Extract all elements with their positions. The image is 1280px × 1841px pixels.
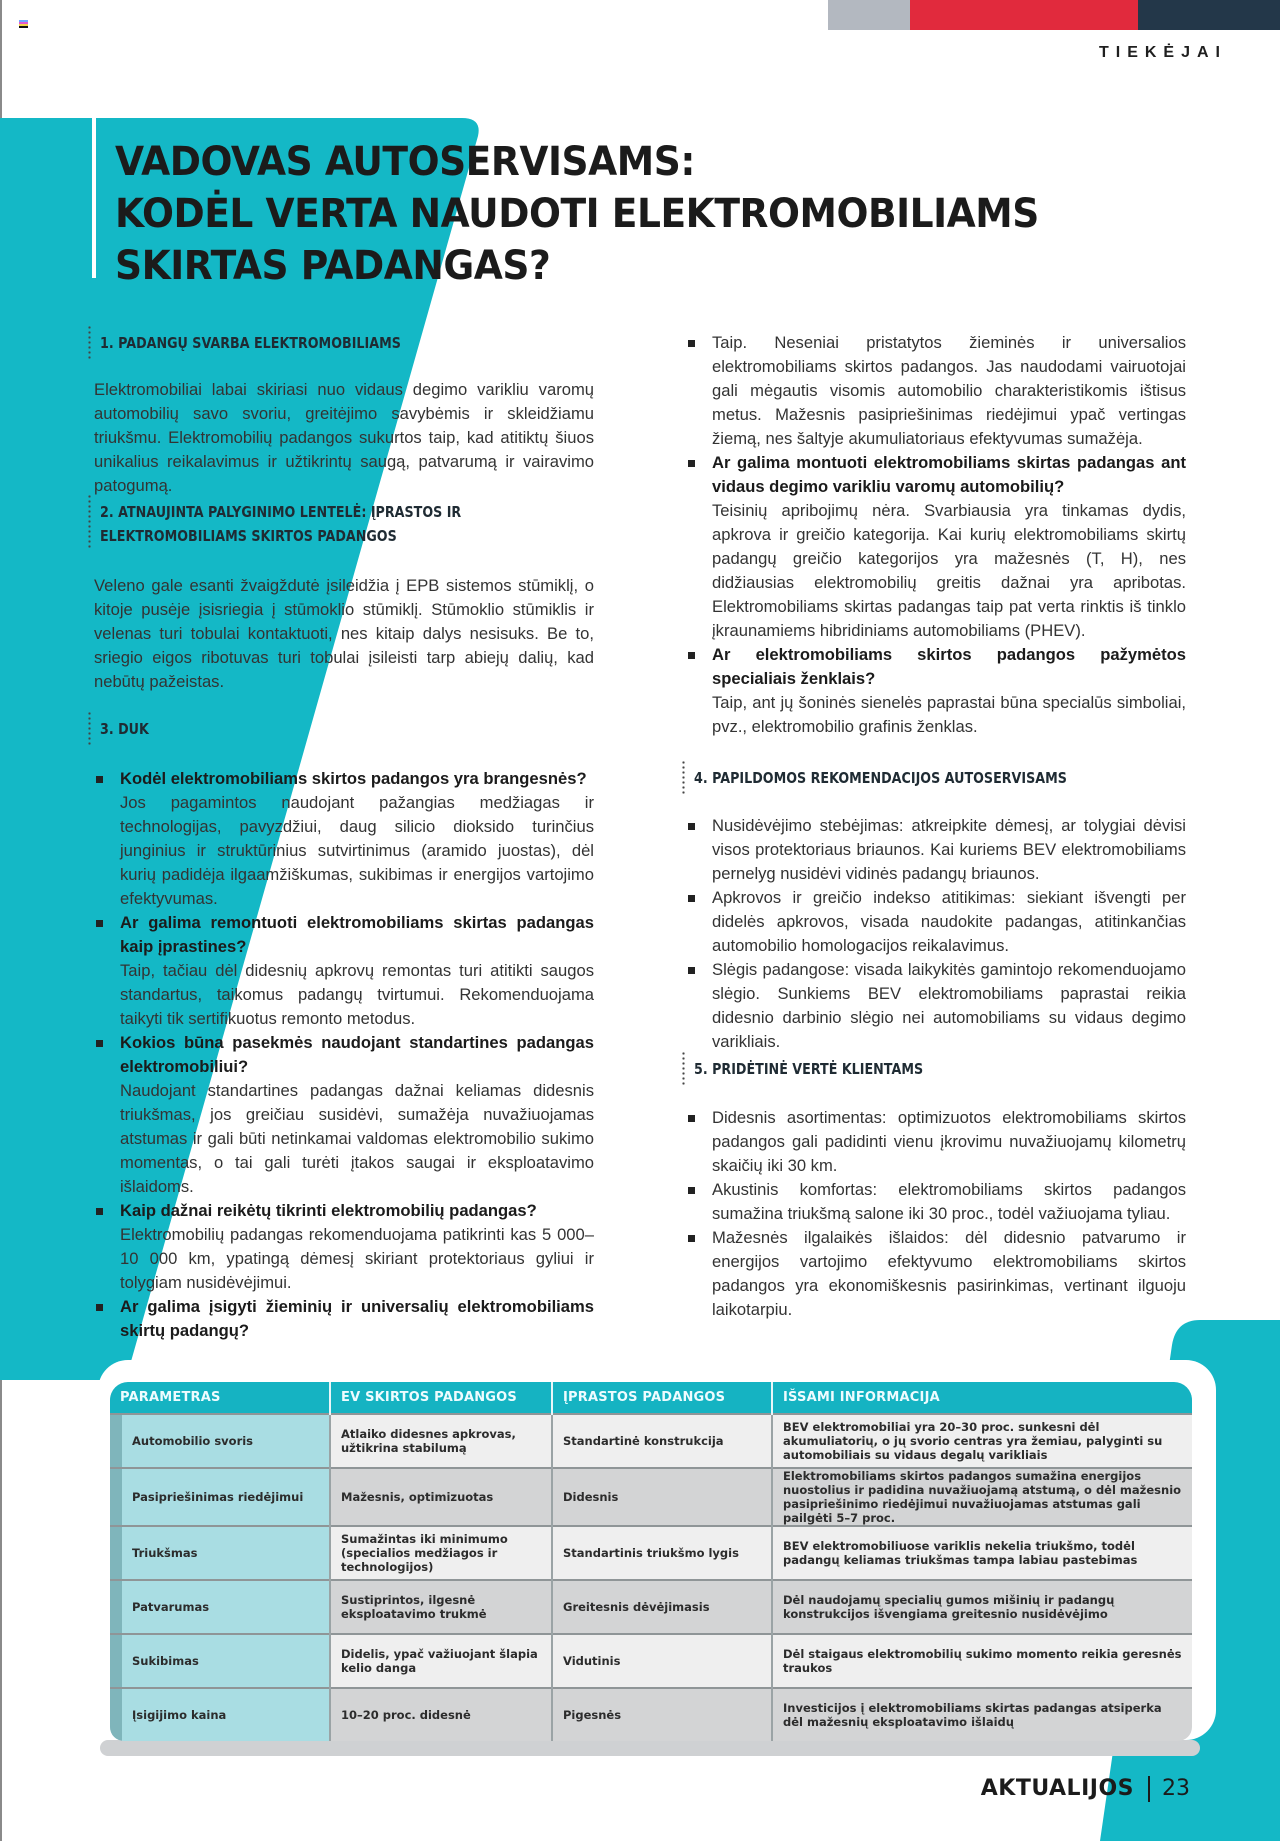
- table-cell: Vidutinis: [552, 1634, 772, 1688]
- table-cell: Dėl staigaus elektromobilių sukimo momento reikia geresnės traukos: [772, 1634, 1192, 1688]
- faq-answer: Teisinių apribojimų nėra. Svarbiausia yra tinkamas dydis, apkrova ir greičio kategorija. Kai kurių elektromobiliams skirtų padangų greičio kategorijos yra mažesnės (T, H), nes didžiausias elektromobilių greitis dažnai yra apribotas. Elektromobiliams skirtas padangas taip pat verta rinktis iš tinklo įkraunamiems hibridiniams automobiliams (PHEV).: [712, 501, 1186, 640]
- list-item-text: Didesnis asortimentas: optimizuotos elektromobiliams skirtos padangos gali padidinti vienu įkrovimu nuvažiuojamų kilometrų skaičių iki 30 km.: [712, 1108, 1186, 1175]
- table-cell: Didesnis: [552, 1468, 772, 1526]
- table-cell: Mažesnis, optimizuotas: [330, 1468, 552, 1526]
- added-value-list: [688, 1106, 1186, 1322]
- comparison-table-wrap: [110, 1382, 1192, 1741]
- section-5-heading-wrap: [694, 1057, 973, 1081]
- faq-question: Kodėl elektromobiliams skirtos padangos yra brangesnės?: [120, 769, 587, 788]
- list-item: [688, 1178, 1186, 1226]
- page-number: 23: [1162, 1776, 1190, 1801]
- faq-item: [688, 451, 1186, 643]
- table-cell-parameter: Triukšmas: [110, 1526, 330, 1580]
- list-item-text: Apkrovos ir greičio indekso atitikimas: siekiant išvengti per didelės apkrovos, visada naudokite padangas, atitinkančias automobilio homologacijos reikalavimus.: [712, 888, 1186, 955]
- table-cell: BEV elektromobiliuose variklis nekelia triukšmo, todėl padangų keliamas triukšmas tampa labiau pastebimas: [772, 1526, 1192, 1580]
- table-cell-parameter: Įsigijimo kaina: [110, 1688, 330, 1741]
- list-item: [688, 958, 1186, 1054]
- faq-answer: Jos pagamintos naudojant pažangias medžiagas ir technologijas, pavyzdžiui, daug silicio dioksido turinčius junginius ir struktūrinius sutvirtinimus (aramido juostas), dėl kurių padidėja ilgaamžiškumas, sukibimas ir energijos vartojimo efektyvumas.: [120, 793, 594, 908]
- section-2-heading-wrap: [100, 500, 541, 548]
- section-5-heading: 5. PRIDĖTINĖ VERTĖ KLIENTAMS: [694, 1060, 924, 1078]
- column-header: PARAMETRAS: [110, 1382, 330, 1414]
- table-row: [110, 1526, 1192, 1580]
- faq-question: Ar galima montuoti elektromobiliams skirtas padangas ant vidaus degimo varikliu varomų automobilių?: [712, 453, 1186, 496]
- section-4-heading-wrap: [694, 766, 1149, 790]
- section-1-body: Elektromobiliai labai skiriasi nuo vidaus degimo varikliu varomų automobilių savo svoriu, greitėjimo savybėmis ir skleidžiamu triukšmu. Elektromobilių padangos sukurtos taip, kad atitiktų šiuos unikalius reikalavimus ir užtikrintų saugą, patvarumą ir vairavimo patogumą.: [94, 380, 594, 495]
- article-title: [115, 136, 1039, 292]
- column-header: IŠSAMI INFORMACIJA: [772, 1382, 1192, 1414]
- title-line-3: SKIRTAS PADANGAS?: [115, 243, 551, 289]
- table-cell: Greitesnis dėvėjimasis: [552, 1580, 772, 1634]
- dotted-marker-icon: [682, 1051, 685, 1087]
- faq-item: [96, 911, 594, 1031]
- table-row: [110, 1468, 1192, 1526]
- faq-item: [96, 1199, 594, 1295]
- table-cell: Didelis, ypač važiuojant šlapia kelio danga: [330, 1634, 552, 1688]
- table-cell: Pigesnės: [552, 1688, 772, 1741]
- dotted-marker-icon: [682, 760, 685, 796]
- recommendations-list: [688, 814, 1186, 1054]
- table-cell-parameter: Automobilio svoris: [110, 1414, 330, 1468]
- faq-list: [96, 767, 594, 1343]
- table-row: [110, 1634, 1192, 1688]
- faq-question: Ar galima įsigyti žieminių ir universalių elektromobiliams skirtų padangų?: [120, 1297, 594, 1340]
- table-row: [110, 1688, 1192, 1741]
- faq-list-continued: [688, 331, 1186, 739]
- section-3-heading: 3. DUK: [100, 720, 149, 738]
- comparison-table: [110, 1382, 1192, 1741]
- dotted-marker-icon: [88, 325, 91, 361]
- faq-item: [688, 643, 1186, 739]
- table-cell-parameter: Pasipriešinimas riedėjimui: [110, 1468, 330, 1526]
- table-row: [110, 1414, 1192, 1468]
- faq-question: Ar galima remontuoti elektromobiliams skirtas padangas kaip įprastines?: [120, 913, 594, 956]
- section-1-heading: 1. PADANGŲ SVARBA ELEKTROMOBILIAMS: [100, 334, 401, 352]
- section-2-heading-line-2: ELEKTROMOBILIAMS SKIRTOS PADANGOS: [100, 527, 397, 545]
- magazine-section-name: AKTUALIJOS: [980, 1776, 1134, 1801]
- faq-question: Kokios būna pasekmės naudojant standartines padangas elektromobiliui?: [120, 1033, 594, 1076]
- table-cell: Standartinis triukšmo lygis: [552, 1526, 772, 1580]
- column-header: EV SKIRTOS PADANGOS: [330, 1382, 552, 1414]
- table-cell-parameter: Sukibimas: [110, 1634, 330, 1688]
- white-vertical-rule: [92, 118, 96, 278]
- list-item-text: Akustinis komfortas: elektromobiliams skirtos padangos sumažina triukšmą salone iki 30 proc., todėl važiuojama tyliau.: [712, 1180, 1186, 1223]
- faq-item: [96, 1295, 594, 1343]
- faq-question: Kaip dažnai reikėtų tikrinti elektromobilių padangas?: [120, 1201, 537, 1220]
- faq-answer-continued: [688, 331, 1186, 451]
- title-line-1: VADOVAS AUTOSERVISAMS:: [115, 139, 695, 185]
- faq-question: Ar elektromobiliams skirtos padangos pažymėtos specialiais ženklais?: [712, 645, 1186, 688]
- table-base-shadow: [100, 1740, 1200, 1756]
- section-label: TIEKĖJAI: [1098, 44, 1227, 61]
- faq-item: [96, 767, 594, 911]
- list-item-text: Slėgis padangose: visada laikykitės gamintojo rekomenduojamo slėgio. Sunkiems BEV elektromobiliams paprastai reikia didesnio darbinio slėgio nei automobiliams su vidaus degimo varikliais.: [712, 960, 1186, 1051]
- list-item-text: Nusidėvėjimo stebėjimas: atkreipkite dėmesį, ar tolygiai dėvisi visos protektoriaus briaunos. Kai kuriems BEV elektromobiliams pernelyg nusidėvi vidinės padangų briaunos.: [712, 816, 1186, 883]
- section-2-heading-line-1: 2. ATNAUJINTA PALYGINIMO LENTELĖ: ĮPRASTOS IR: [100, 503, 462, 521]
- faq-answer: Naudojant standartines padangas dažnai keliamas didesnis triukšmas, jos greičiau susidėvi, sumažėja nuvažiuojamas atstumas ir gali būti netinkamai valdomas elektromobilio sukimo momentas, o tai gali turėti įtakos saugai ir eksploatavimo išlaidoms.: [120, 1081, 594, 1196]
- table-cell: Standartinė konstrukcija: [552, 1414, 772, 1468]
- table-cell: Investicijos į elektromobiliams skirtas padangas atsiperka dėl mažesnių eksploatavimo išlaidų: [772, 1688, 1192, 1741]
- faq-answer: Taip, ant jų šoninės sienelės paprastai būna specialūs simboliai, pvz., elektromobilio grafinis ženklas.: [712, 693, 1186, 736]
- table-cell: BEV elektromobiliai yra 20–30 proc. sunkesni dėl akumuliatorių, o jų svorio centras yra žemiau, palyginti su automobiliais su vidaus degalų varikliais: [772, 1414, 1192, 1468]
- faq-answer: Taip. Neseniai pristatytos žieminės ir universalios elektromobiliams skirtos padangos. Jas naudodami vairuotojai gali mėgautis visomis automobilio charakteristikomis ištisus metus. Mažesnis pasipriešinimas riedėjimui ypač vertingas žiemą, nes šaltyje akumuliatoriaus efektyvumas sumažėja.: [712, 333, 1186, 448]
- faq-item: [96, 1031, 594, 1199]
- dotted-marker-icon: [88, 494, 91, 550]
- column-header: ĮPRASTOS PADANGOS: [552, 1382, 772, 1414]
- list-item: [688, 1226, 1186, 1322]
- table-cell: Elektromobiliams skirtos padangos sumažina energijos nuostolius ir padidina nuvažiuojamą atstumą, o dėl mažesnio pasipriešinimo riedėjimui nuvažiuojamas atstumas gali pailgėti 5–7 proc.: [772, 1468, 1192, 1526]
- section-4-heading: 4. PAPILDOMOS REKOMENDACIJOS AUTOSERVISAMS: [694, 769, 1067, 787]
- list-item: [688, 886, 1186, 958]
- faq-answer: Elektromobilių padangas rekomenduojama patikrinti kas 5 000–10 000 km, ypatingą dėmesį skiriant protektoriaus gyliui ir tolygiam nusidėvėjimui.: [120, 1225, 594, 1292]
- footer-divider: [1148, 1776, 1150, 1802]
- faq-answer: Taip, tačiau dėl didesnių apkrovų remontas turi atitikti saugos standartus, taikomus padangų tvirtumui. Rekomenduojama taikyti tik sertifikuotus remonto metodus.: [120, 961, 594, 1028]
- section-3-heading-wrap: [100, 717, 160, 741]
- list-item: [688, 1106, 1186, 1178]
- table-cell-parameter: Patvarumas: [110, 1580, 330, 1634]
- table-cell: Atlaiko didesnes apkrovas, užtikrina stabilumą: [330, 1414, 552, 1468]
- table-cell: Sumažintas iki minimumo (specialios medžiagos ir technologijos): [330, 1526, 552, 1580]
- list-item: [688, 814, 1186, 886]
- dotted-marker-icon: [88, 711, 91, 747]
- page-footer: [981, 1776, 1190, 1802]
- table-cell: Sustiprintos, ilgesnė eksploatavimo trukmė: [330, 1580, 552, 1634]
- section-1-heading-wrap: [100, 331, 467, 355]
- table-cell: Dėl naudojamų specialių gumos mišinių ir padangų konstrukcijos išvengiama greitesnio nusidėvėjimo: [772, 1580, 1192, 1634]
- table-header-row: [110, 1382, 1192, 1414]
- table-cell: 10–20 proc. didesnė: [330, 1688, 552, 1741]
- title-line-2: KODĖL VERTA NAUDOTI ELEKTROMOBILIAMS: [115, 191, 1039, 237]
- table-row: [110, 1580, 1192, 1634]
- section-2-body: Veleno gale esanti žvaigždutė įsileidžia į EPB sistemos stūmiklį, o kitoje pusėje įsisriegia į stūmoklio stūmiklį. Stūmoklio stūmiklis ir velenas turi tobulai kontaktuoti, nes kitaip dalys nesisuks. Be to, sriegio eigos ribotuvas turi tobulai įsileisti tarp abiejų dalių, kad nebūtų pažeistas.: [94, 576, 594, 691]
- list-item-text: Mažesnės ilgalaikės išlaidos: dėl didesnio patvarumo ir energijos vartojimo efektyvumo elektromobiliams skirtos padangos yra ekonomiškesnis pasirinkimas, vertinant ilguoju laikotarpiu.: [712, 1228, 1186, 1319]
